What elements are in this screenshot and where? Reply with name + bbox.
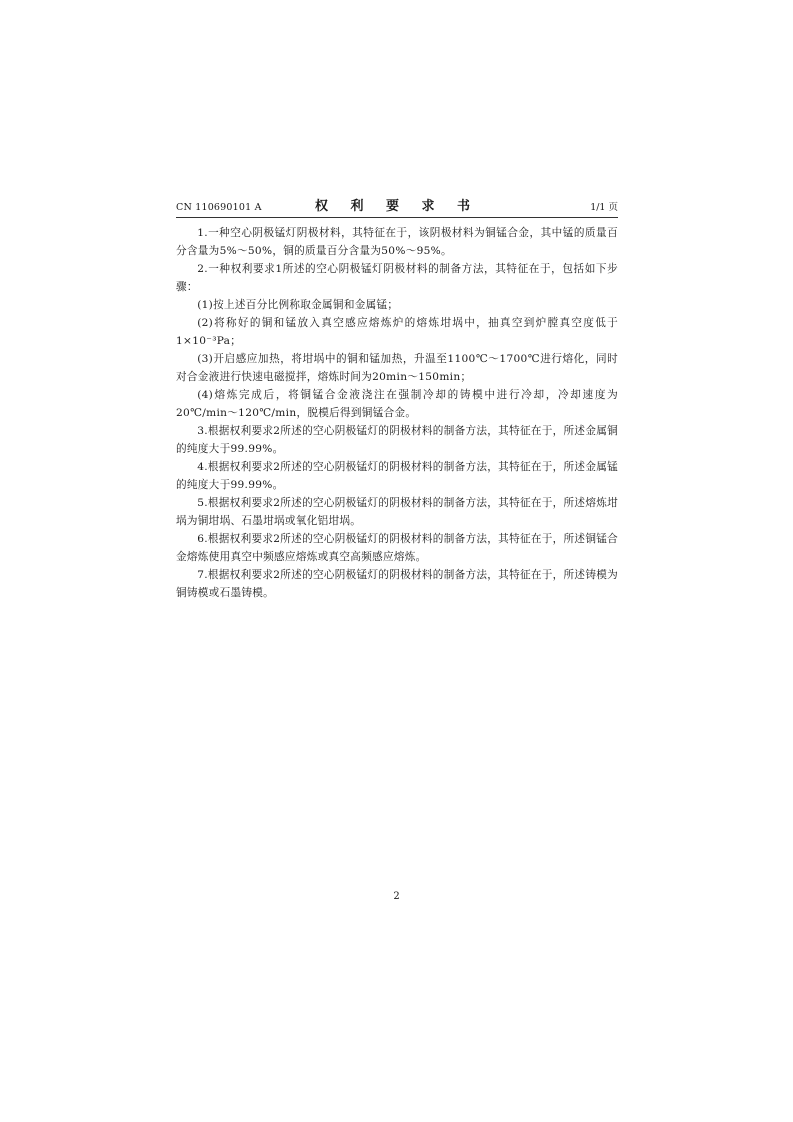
claim-6: 6.根据权利要求2所述的空心阴极锰灯的阴极材料的制备方法，其特征在于，所述铜锰合金熔炼使用真空中频感应熔炼或真空高频感应熔炼。 [176, 533, 618, 563]
page-header [176, 196, 618, 216]
document-title: 权 利 要 求 书 [314, 199, 480, 214]
publication-number: CN 110690101 A [176, 202, 262, 213]
claim-3: 3.根据权利要求2所述的空心阴极锰灯的阴极材料的制备方法，其特征在于，所述金属铜的纯度大于99.99%。 [176, 425, 618, 455]
claim-1: 1.一种空心阴极锰灯阴极材料，其特征在于，该阴极材料为铜锰合金，其中锰的质量百分含量为5%～50%，铜的质量百分含量为50%～95%。 [176, 227, 618, 257]
claim-2-step-3: (3)开启感应加热，将坩埚中的铜和锰加热，升温至1100℃～1700℃进行熔化，同时对合金液进行快速电磁搅拌，熔炼时间为20min～150min； [176, 353, 618, 383]
claim-2-step-2: (2)将称好的铜和锰放入真空感应熔炼炉的熔炼坩埚中，抽真空到炉膛真空度低于1×10⁻³Pa； [176, 317, 618, 347]
claim-2: 2.一种权利要求1所述的空心阴极锰灯阴极材料的制备方法，其特征在于，包括如下步骤： [176, 263, 618, 293]
header-rule [176, 217, 618, 218]
claim-2-step-1: (1)按上述百分比例称取金属铜和金属锰； [197, 299, 399, 311]
claim-7: 7.根据权利要求2所述的空心阴极锰灯的阴极材料的制备方法，其特征在于，所述铸模为铜铸模或石墨铸模。 [176, 569, 618, 599]
claim-5: 5.根据权利要求2所述的空心阴极锰灯的阴极材料的制备方法，其特征在于，所述熔炼坩埚为铜坩埚、石墨坩埚或氧化铝坩埚。 [176, 497, 618, 527]
claim-2-step-4: (4)熔炼完成后，将铜锰合金液浇注在强制冷却的铸模中进行冷却，冷却速度为20℃/min～120℃/min，脱模后得到铜锰合金。 [176, 389, 618, 419]
claims-body [176, 224, 618, 602]
page-number: 2 [393, 891, 400, 902]
claim-4: 4.根据权利要求2所述的空心阴极锰灯的阴极材料的制备方法，其特征在于，所述金属锰的纯度大于99.99%。 [176, 461, 618, 491]
page-indicator: 1/1 页 [590, 202, 618, 213]
